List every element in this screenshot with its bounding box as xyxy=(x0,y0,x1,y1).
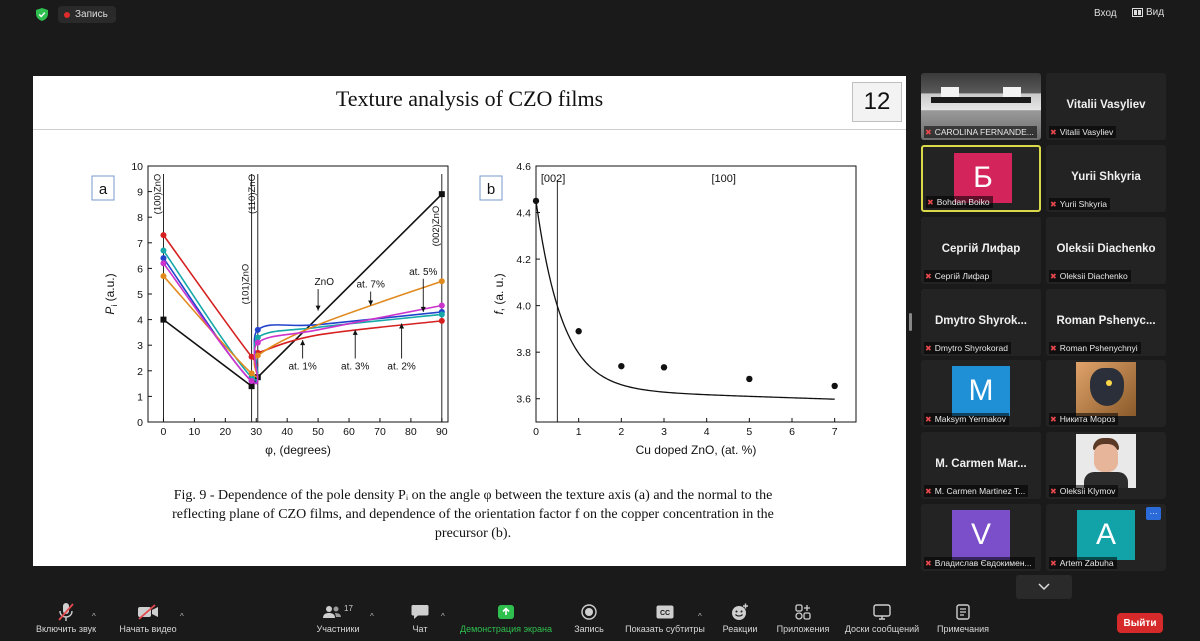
share-screen-label: Демонстрация экрана xyxy=(460,624,552,634)
chart-b-y-tick-label: 4.2 xyxy=(516,254,531,267)
participants-button[interactable] xyxy=(313,600,363,641)
participant-tile[interactable] xyxy=(1046,73,1166,140)
record-icon xyxy=(581,604,597,620)
participant-display-name: M. Carmen Mar... xyxy=(935,458,1027,470)
participant-name-label xyxy=(924,557,1035,569)
chart-b-orientation-factor xyxy=(478,154,878,472)
meeting-toolbar xyxy=(0,600,1200,641)
participant-avatar: M xyxy=(952,366,1010,416)
participant-profile-picture xyxy=(1076,434,1136,488)
recording-dot-icon xyxy=(64,12,70,18)
view-label: Вид xyxy=(1146,7,1165,18)
chart-a-annotation: at. 5% xyxy=(409,266,438,278)
caption-line: reflecting plane of CZO films, and dependence of the orientation factor f on the copper concentration in the xyxy=(172,507,774,522)
participant-name-label xyxy=(924,485,1028,497)
participant-name: Vitalii Vasyliev xyxy=(1059,127,1114,137)
chart-a-annotation: at. 1% xyxy=(288,361,317,373)
chart-b-data-point xyxy=(575,328,581,334)
participant-name: Maksym Yermakov xyxy=(934,414,1007,424)
chart-a-y-axis-symbol: P xyxy=(103,306,117,315)
microphone-muted-icon: ✖ xyxy=(1050,558,1057,568)
participant-name: Oleksii Klymov xyxy=(1059,486,1116,496)
more-options-button[interactable]: ··· xyxy=(1146,507,1161,520)
figure-caption xyxy=(103,486,843,543)
share-screen-button[interactable] xyxy=(457,600,555,641)
participant-display-name: Yurii Shkyria xyxy=(1071,171,1141,183)
participant-name-label xyxy=(1049,413,1118,425)
panel-resize-handle[interactable] xyxy=(909,313,912,331)
chart-a-y-tick-label: 9 xyxy=(137,186,143,199)
chart-b-x-tick-label: 4 xyxy=(703,426,710,438)
chart-a-x-tick-label: 0 xyxy=(160,426,167,438)
participant-profile-picture xyxy=(1076,362,1136,416)
chart-a-reflection-label: (002)ZnO xyxy=(430,205,442,247)
participants-icon xyxy=(323,605,341,619)
chart-a-reflection-label: (110)ZnO xyxy=(246,174,258,214)
participant-tile[interactable] xyxy=(921,217,1041,284)
video-options-chevron-icon[interactable]: ^ xyxy=(180,612,184,621)
participant-name: Yurii Shkyria xyxy=(1059,199,1107,209)
participant-name: Artem Zabuha xyxy=(1059,558,1114,568)
microphone-muted-icon: ✖ xyxy=(925,271,932,281)
chart-a-data-point xyxy=(249,383,255,389)
chart-b-frame xyxy=(536,166,856,422)
microphone-muted-icon: ✖ xyxy=(927,197,934,207)
participant-name: Roman Pshenychnyi xyxy=(1059,343,1138,353)
captions-button[interactable] xyxy=(622,600,708,641)
chat-options-chevron-icon[interactable]: ^ xyxy=(441,612,445,621)
chart-b-svg xyxy=(478,154,878,472)
chart-b-data-point xyxy=(533,198,539,204)
participant-name-label xyxy=(1049,126,1116,138)
chart-b-data-point xyxy=(831,383,837,389)
notes-button[interactable] xyxy=(934,600,992,641)
chart-a-x-tick-label: 60 xyxy=(343,426,355,438)
participant-name-label xyxy=(926,196,993,208)
chart-b-y-tick-label: 3.8 xyxy=(516,347,531,360)
chart-a-x-tick-label: 50 xyxy=(312,426,324,438)
chart-b-y-axis-symbol: f xyxy=(492,311,506,315)
microphone-muted-icon: ✖ xyxy=(1050,343,1057,353)
chart-a-data-point xyxy=(160,260,166,266)
slide-divider xyxy=(33,129,906,130)
chat-label: Чат xyxy=(412,624,428,634)
participant-name: Dmytro Shyrokorad xyxy=(934,343,1008,353)
chart-a-y-tick-label: 6 xyxy=(137,263,143,276)
participant-tile[interactable] xyxy=(921,73,1041,140)
participant-tile[interactable] xyxy=(921,360,1041,427)
chart-b-data-point xyxy=(746,376,752,382)
participant-tile[interactable] xyxy=(1046,360,1166,427)
captions-options-chevron-icon[interactable]: ^ xyxy=(698,612,702,621)
participant-name-label xyxy=(924,126,1037,138)
participant-name: Bohdan Boiko xyxy=(936,197,990,207)
chart-a-data-point xyxy=(439,318,445,324)
smiley-plus-icon xyxy=(731,603,749,621)
login-button[interactable]: Вход xyxy=(1094,8,1117,19)
participant-avatar: A xyxy=(1077,510,1135,560)
whiteboard-icon xyxy=(873,604,891,620)
chart-b-y-tick-label: 3.6 xyxy=(516,393,531,406)
chart-a-data-point xyxy=(255,352,261,358)
participant-tile[interactable] xyxy=(1046,432,1166,499)
chart-a-x-axis-label: φ, (degrees) xyxy=(265,443,331,457)
chart-a-data-point xyxy=(439,311,445,317)
participant-name-label xyxy=(1049,557,1117,569)
participant-name-label xyxy=(924,342,1011,354)
captions-label: Показать субтитры xyxy=(625,624,705,634)
chart-a-data-point xyxy=(160,255,166,261)
reactions-label: Реакции xyxy=(722,624,758,634)
participant-name: Никита Мороз xyxy=(1059,414,1116,424)
caption-line: Fig. 9 - Dependence of the pole density Pᵢ on the angle φ between the texture axis (a) and the normal to the xyxy=(173,488,773,503)
participant-name: M. Carmen Martinez T... xyxy=(934,486,1026,496)
participant-name-label xyxy=(924,413,1009,425)
chart-a-x-tick-label: 30 xyxy=(250,426,263,438)
notes-label: Примечания xyxy=(937,624,989,634)
apps-icon xyxy=(795,604,811,620)
participant-name: Сергій Лифар xyxy=(934,271,990,281)
shield-check-icon[interactable] xyxy=(36,8,48,21)
chat-button[interactable] xyxy=(405,600,435,641)
chart-b-panel-label: b xyxy=(486,181,496,198)
view-button[interactable] xyxy=(1132,7,1164,18)
whiteboards-label: Доски сообщений xyxy=(844,624,920,634)
microphone-muted-icon: ✖ xyxy=(925,414,932,424)
participant-tile[interactable] xyxy=(1046,289,1166,356)
chart-a-data-point xyxy=(255,340,261,346)
chart-b-x-tick-label: 6 xyxy=(789,426,795,438)
chart-a-x-tick-label: 20 xyxy=(219,426,232,438)
chart-a-y-tick-label: 5 xyxy=(137,289,143,301)
chart-b-x-tick-label: 5 xyxy=(746,426,753,438)
chart-a-y-tick-label: 0 xyxy=(137,417,143,429)
recording-label: Запись xyxy=(75,9,108,20)
video-button[interactable] xyxy=(118,600,178,641)
chart-a-annotation: ZnO xyxy=(314,277,335,289)
chart-b-data-point xyxy=(618,363,624,369)
mute-label: Включить звук xyxy=(35,624,97,634)
chart-a-y-tick-label: 8 xyxy=(137,212,143,225)
chart-a-y-axis-unit: (a.u.) xyxy=(103,273,117,305)
chart-a-x-tick-label: 90 xyxy=(435,426,448,438)
chart-a-x-tick-label: 40 xyxy=(281,426,294,438)
chart-a-data-point xyxy=(160,273,166,279)
participant-display-name: Dmytro Shyrok... xyxy=(934,315,1028,327)
chart-a-y-tick-label: 10 xyxy=(131,161,143,173)
svg-text:CC: CC xyxy=(659,610,671,617)
participant-name: Владислав Євдокимен... xyxy=(934,558,1032,568)
chart-a-y-tick-label: 2 xyxy=(137,365,143,378)
collapse-gallery-button[interactable] xyxy=(1016,575,1072,599)
microphone-muted-icon: ✖ xyxy=(925,486,932,496)
chart-a-data-point xyxy=(160,232,166,238)
chart-b-x-tick-label: 3 xyxy=(661,426,667,438)
participant-tile[interactable] xyxy=(1046,145,1166,212)
microphone-muted-icon: ✖ xyxy=(1050,414,1057,424)
participant-display-name: Oleksii Diachenko xyxy=(1056,243,1156,255)
share-screen-icon xyxy=(497,604,515,620)
participant-avatar: V xyxy=(952,510,1010,560)
chart-b-fit-curve xyxy=(536,201,835,399)
microphone-muted-icon: ✖ xyxy=(1050,127,1057,137)
microphone-muted-icon: ✖ xyxy=(925,558,932,568)
participant-name-label xyxy=(1049,270,1131,282)
mute-button[interactable] xyxy=(34,600,98,641)
mute-options-chevron-icon[interactable]: ^ xyxy=(92,612,96,621)
chart-a-data-point xyxy=(160,317,166,323)
participant-display-name: Vitalii Vasyliev xyxy=(1066,99,1146,111)
notes-icon xyxy=(956,604,970,620)
participants-options-chevron-icon[interactable]: ^ xyxy=(370,612,374,621)
chart-a-y-tick-label: 7 xyxy=(137,237,143,250)
participant-name: Oleksii Diachenko xyxy=(1059,271,1128,281)
chart-a-reflection-label: (100)ZnO xyxy=(152,173,164,215)
view-grid-icon xyxy=(1132,8,1143,17)
chart-a-arrowhead xyxy=(300,340,305,345)
chart-a-annotation: at. 2% xyxy=(387,361,416,373)
chart-b-region-label: [002] xyxy=(540,173,566,185)
slide-number: 12 xyxy=(852,82,902,122)
apps-label: Приложения xyxy=(776,624,830,634)
chart-a-annotation: at. 3% xyxy=(341,361,370,373)
slide-title: Texture analysis of CZO films xyxy=(335,86,604,111)
chart-a-y-axis-label xyxy=(103,273,119,314)
microphone-muted-icon: ✖ xyxy=(925,127,932,137)
chart-a-data-point xyxy=(160,247,166,253)
whiteboards-button[interactable] xyxy=(842,600,922,641)
chart-a-y-tick-label: 1 xyxy=(137,391,143,404)
chevron-down-icon xyxy=(1038,583,1050,591)
participant-tile[interactable] xyxy=(921,145,1041,212)
chart-a-data-point xyxy=(255,335,261,341)
participant-name-label xyxy=(1049,342,1141,354)
participant-name-label xyxy=(1049,485,1118,497)
chart-b-data-point xyxy=(661,364,667,370)
participant-avatar: Б xyxy=(954,153,1012,203)
microphone-muted-icon: ✖ xyxy=(1050,199,1057,209)
chart-a-annotation: at. 7% xyxy=(356,279,385,291)
video-label: Начать видео xyxy=(119,624,177,634)
chart-b-y-tick-label: 4.0 xyxy=(516,300,531,313)
top-bar xyxy=(0,0,1200,30)
participant-name-label xyxy=(924,270,992,282)
chart-a-x-tick-label: 70 xyxy=(374,426,386,438)
participant-name-label xyxy=(1049,198,1110,210)
chart-a-y-tick-label: 3 xyxy=(137,340,143,353)
chart-b-y-tick-label: 4.6 xyxy=(516,161,531,173)
chart-b-y-tick-label: 4.4 xyxy=(516,207,531,220)
participant-tile[interactable] xyxy=(921,504,1041,571)
chart-a-data-point xyxy=(439,191,445,197)
chart-a-svg xyxy=(88,154,468,472)
microphone-muted-icon xyxy=(58,602,74,622)
chart-b-y-axis-unit: , (a. u.) xyxy=(492,273,506,312)
record-label: Запись xyxy=(574,624,604,634)
leave-meeting-button[interactable]: Выйти xyxy=(1117,613,1163,633)
participant-tile[interactable] xyxy=(921,432,1041,499)
chart-a-x-tick-label: 10 xyxy=(188,426,201,438)
microphone-muted-icon: ✖ xyxy=(1050,486,1057,496)
chart-a-y-axis-subscript: i xyxy=(110,304,119,307)
chart-b-x-axis-label: Cu doped ZnO, (at. %) xyxy=(635,443,757,457)
shared-screen-slide xyxy=(33,76,906,566)
chart-b-x-tick-label: 0 xyxy=(533,426,539,438)
caption-line: precursor (b). xyxy=(434,526,512,541)
participant-tile[interactable] xyxy=(921,289,1041,356)
chart-b-x-tick-label: 7 xyxy=(831,426,838,438)
participants-label: Участники xyxy=(316,624,360,634)
participant-display-name: Сергій Лифар xyxy=(941,243,1021,255)
participants-count: 17 xyxy=(344,603,353,613)
chart-b-region-label: [100] xyxy=(711,173,736,185)
chart-b-x-tick-label: 2 xyxy=(618,426,625,438)
reactions-button[interactable] xyxy=(720,600,760,641)
chat-bubble-icon xyxy=(411,604,429,620)
apps-button[interactable] xyxy=(775,600,831,641)
chart-b-x-tick-label: 1 xyxy=(575,426,582,438)
chart-a-arrowhead xyxy=(316,306,321,311)
chart-a-data-point xyxy=(439,278,445,284)
participant-display-name: Roman Pshenyc... xyxy=(1056,315,1156,327)
chart-a-x-tick-label: 80 xyxy=(405,426,417,438)
camera-off-icon xyxy=(137,604,159,620)
chart-a-data-point xyxy=(255,327,261,333)
participant-tile[interactable] xyxy=(1046,217,1166,284)
chart-a-data-point xyxy=(249,378,255,384)
microphone-muted-icon: ✖ xyxy=(925,343,932,353)
participant-name: CAROLINA FERNANDE... xyxy=(934,127,1034,137)
record-button[interactable] xyxy=(570,600,608,641)
chart-a-panel-label: a xyxy=(98,181,108,198)
recording-indicator[interactable] xyxy=(58,6,116,23)
chart-a-data-point xyxy=(249,370,255,376)
closed-captions-icon xyxy=(656,605,674,619)
chart-a-data-point xyxy=(439,303,445,309)
chart-a-y-tick-label: 4 xyxy=(137,314,143,327)
chart-a-reflection-label: (101)ZnO xyxy=(240,263,252,305)
microphone-muted-icon: ✖ xyxy=(1050,271,1057,281)
chart-a-pole-density xyxy=(88,154,468,472)
chart-b-y-axis-label xyxy=(492,273,506,314)
